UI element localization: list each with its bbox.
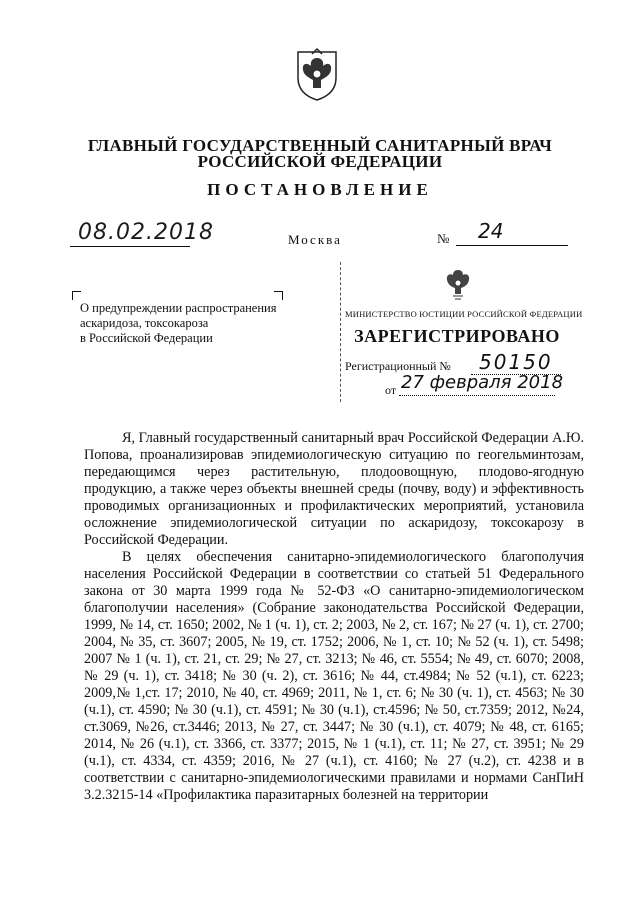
body-paragraph: Я, Главный государственный санитарный врач Российской Федерации А.Ю. Попова, проанализировав эпидемиологическую ситуацию по геогельминтозам, передающимся через растительную, плодоовощную, плодово-ягодную продукцию, а также через объекты внешней среды (почву, воду) и эффективность проводимых организационных и профилактических мероприятий, установила осложнение эпидемиологической ситуации по аскаридозу, токсокарозу в Российской Федерации.	[84, 430, 584, 548]
document-number: 24	[478, 219, 504, 243]
subject-line: в Российской Федерации	[80, 331, 213, 345]
subject-bracket-left	[72, 291, 81, 300]
document-type: ПОСТАНОВЛЕНИЕ	[207, 180, 433, 199]
document-body	[84, 430, 584, 804]
stamp-reg-number-label: Регистрационный №	[345, 359, 451, 373]
date-underline	[70, 246, 190, 247]
document-date: 08.02.2018	[78, 220, 214, 245]
stamp-from-label: от	[385, 383, 397, 397]
subject-line: аскаридоза, токсокароза	[80, 316, 209, 330]
russian-coat-of-arms-icon	[290, 44, 344, 102]
document-subject	[80, 301, 290, 346]
document-city: Москва	[288, 232, 342, 247]
registration-stamp	[340, 262, 583, 402]
stamp-date-underline	[399, 395, 555, 396]
subject-line: О предупреждении распространения	[80, 301, 277, 315]
stamp-ministry: МИНИСТЕРСТВО ЮСТИЦИИ РОССИЙСКОЙ ФЕДЕРАЦИИ	[345, 309, 583, 319]
stamp-reg-number: 50150	[479, 350, 553, 374]
russian-coat-of-arms-icon	[441, 266, 475, 302]
stamp-registered-label: ЗАРЕГИСТРИРОВАНО	[354, 326, 560, 346]
issuer-title-line1: ГЛАВНЫЙ ГОСУДАРСТВЕННЫЙ САНИТАРНЫЙ ВРАЧ	[87, 136, 553, 155]
issuer-title-line2: РОССИЙСКОЙ ФЕДЕРАЦИИ	[197, 152, 443, 171]
number-label: №	[437, 231, 450, 246]
subject-bracket-right	[274, 291, 283, 300]
stamp-reg-date: 27 февраля 2018	[401, 372, 564, 393]
body-paragraph: В целях обеспечения санитарно-эпидемиологического благополучия населения Российской Федерации в соответствии со статьей 51 Федерального закона от 30 марта 1999 года № 52-ФЗ «О санитарно-эпидемиологическом благополучии населения» (Собрание законодательства Российской Федерации, 1999, № 14, ст. 1650; 2002, № 1 (ч. 1), ст. 2; 2003, № 2, ст. 167; № 27 (ч. 1), ст. 2700; 2004, № 35, ст. 3607; 2005, № 19, ст. 1752; 2006, № 1, ст. 10; № 52 (ч. 1), ст. 5498; 2007 № 1 (ч. 1), ст. 21, ст. 29; № 27, ст. 3213; № 46, ст. 5554; № 49, ст. 6070; 2008, № 29 (ч. 1), ст. 3418; № 30 (ч. 2), ст. 3616; № 44, ст.4984; № 52 (ч.1), ст. 6223; 2009,№ 1,ст. 17; 2010, № 40, ст. 4969; 2011, № 1, ст. 6; № 30 (ч. 1), ст. 4563; № 30 (ч.1), ст. 4590; № 30 (ч.1), ст. 4591; № 30 (ч.1), ст.4596; № 50, ст.7359; 2012, №24, ст.3069, №26, ст.3446; 2013, № 27, ст. 3447; № 30 (ч.1), ст. 4079; № 48, ст. 6165; 2014, № 26 (ч.1), ст. 3366, ст. 3377; 2015, № 1 (ч.1), ст. 11; № 27, ст. 3951; № 29 (ч.1), ст. 4334, ст. 4359; 2016, № 27 (ч.1), ст. 4160; № 27 (ч.2), ст. 4238 и в соответствии с санитарно-эпидемиологическими правилами и нормами СанПиН 3.2.3215-14 «Профилактика паразитарных болезней на территории	[84, 549, 584, 803]
number-underline	[456, 245, 568, 246]
